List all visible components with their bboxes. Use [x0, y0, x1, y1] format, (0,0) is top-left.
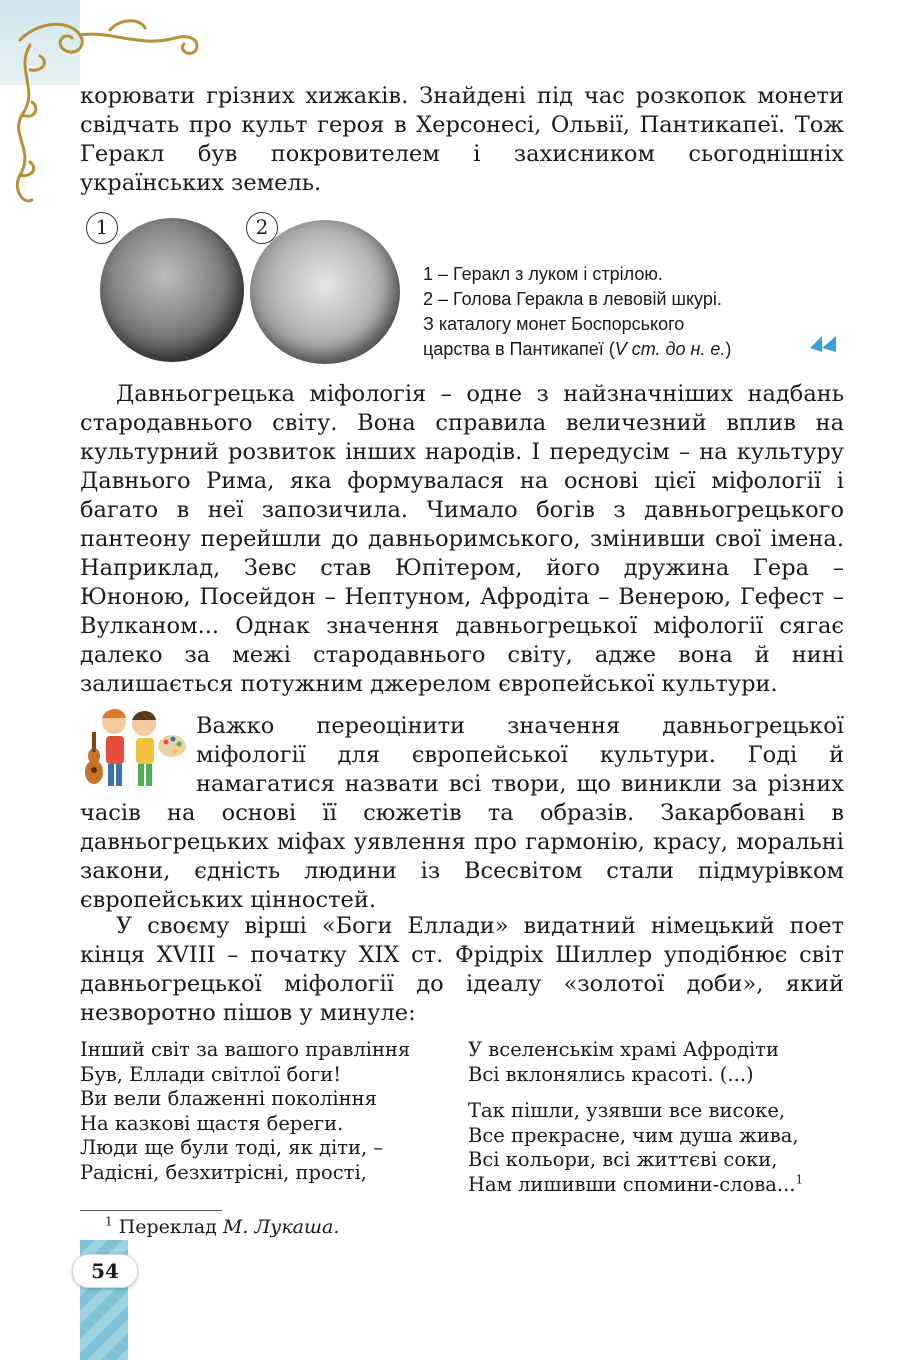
caption-line-4-end: ) [725, 339, 732, 359]
poem-right-stanza-1 [468, 1038, 779, 1087]
poem-line: Був, Еллади світлої боги! [80, 1062, 342, 1086]
footnote-divider [80, 1210, 222, 1211]
caption-date: V ст. до н. е. [614, 339, 726, 359]
footnote-number: 1 [105, 1214, 113, 1229]
poem-right-stanza-2 [468, 1099, 803, 1197]
footnote [105, 1214, 339, 1240]
footnote-mark[interactable]: 1 [795, 1172, 804, 1186]
caption-line-1: 1 – Геракл з луком і стрілою. [423, 264, 663, 284]
poem-line: Так пішли, узявши все високе, [468, 1099, 786, 1122]
poem-line: Інший світ за вашого правління [80, 1038, 411, 1061]
poem-line: Всі кольори, всі життєві соки, [468, 1148, 778, 1171]
paragraph-mythology-influence: Давньогрецька міфологія – одне з найзначніших надбань стародавнього світу. Вона справила величезний вплив на культурний розвиток інших народів. І передусім – на культуру Давнього Рима, яка формувалася на основі цієї міфології і багато в неї запозичила. Чимало богів з давньогрецького пантеону перейшли до давньоримського, змінивши свої імена. Наприклад, Зевс став Юпітером, його дружина Гера – Юноною, Посейдон – Нептуном, Афродіта – Венерою, Гефест – Вулканом... Однак значення давньогрецької міфології сягає далеко за межі стародавнього світу, адже вона й нині залишається потужним джерелом європейської культури. [80, 381, 844, 697]
caption-line-4-start: царства в Пантикапеї ( [423, 339, 615, 359]
paragraph-european-culture [80, 712, 844, 915]
coin-heracles-bow-image [100, 218, 244, 362]
page-number: 54 [72, 1254, 138, 1288]
footnote-text: Переклад [118, 1216, 223, 1238]
back-arrows-icon[interactable] [808, 334, 838, 354]
poem-line: Все прекрасне, чим душа жива, [468, 1123, 799, 1147]
caption-line-3: З каталогу монет Боспорського [423, 314, 685, 334]
poem-line-text: Нам лишивши спомини-слова... [468, 1172, 796, 1196]
coin-number-2: 2 [246, 212, 278, 244]
caption-line-2: 2 – Голова Геракла в левовій шкурі. [423, 289, 722, 309]
poem-line: У вселенськім храмі Афродіти [468, 1038, 779, 1061]
poem-line: Всі вклонялись красоті. (...) [468, 1062, 754, 1086]
image-float-space [80, 712, 196, 796]
coin-heracles-head-image [250, 220, 400, 364]
footnote-author: М. Лукаша. [222, 1216, 340, 1238]
poem-line: На казкові щастя береги. [80, 1111, 344, 1135]
paragraph-schiller: У своєму вірші «Боги Еллади» видатний німецький поет кінця XVIII – початку XIX ст. Фрідріх Шиллер уподібнює світ давньогрецької міфології до ідеалу «золотої доби», який незворотно пішов у минуле: [80, 913, 844, 1026]
coin-number-1: 1 [86, 212, 118, 244]
poem-line: Ви вели блаженні покоління [80, 1087, 377, 1110]
poem-left-column [80, 1038, 410, 1185]
coin-caption [423, 262, 843, 362]
paragraph-european-culture-text: Важко переоцінити значення давньогрецької міфології для європейської культури. Годі й намагатися назвати всі твори, що виникли за різних часів на основі її сюжетів та образів. Закарбовані в давньогрецьких міфах уявлення про гармонію, красу, моральні закони, єдність людини із Всесвітом стали підмурівком європейських цінностей. [80, 713, 844, 913]
caption-line-4 [423, 337, 843, 362]
poem-line: Радісні, безхитрісні, прості, [80, 1160, 367, 1184]
poem-line: Люди ще були тоді, як діти, – [80, 1136, 384, 1159]
poem-line-last [468, 1173, 803, 1198]
paragraph-intro: корювати грізних хижаків. Знайдені під час розкопок монети свідчать про культ героя в Херсонесі, Ольвії, Пантикапеї. Тож Геракл був покровителем і захисником сьогоднішніх українських земель. [80, 83, 844, 196]
